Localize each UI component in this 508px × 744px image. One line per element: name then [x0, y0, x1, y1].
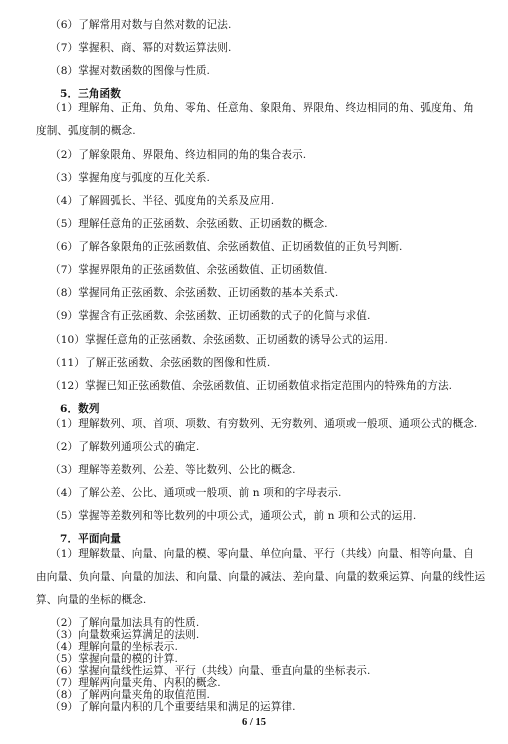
- text-line: （4）了解圆弧长、半径、弧度角的关系及应用.: [50, 195, 275, 207]
- text-line: （8）掌握同角正弦函数、余弦函数、正切函数的基本关系式.: [50, 287, 339, 299]
- page-number: 6 / 15: [242, 717, 266, 728]
- text-line: （5）掌握等差数列和等比数列的中项公式，通项公式，前 n 项和公式的运用.: [50, 510, 417, 522]
- text-line: （4）了解公差、公比、通项或一般项、前 n 项和的字母表示.: [50, 487, 342, 499]
- text-line: （3）向量数乘运算满足的法则.: [50, 629, 200, 641]
- text-line: （7）理解两向量夹角、内积的概念.: [50, 677, 221, 689]
- text-line: （2）了解数列通项公式的确定.: [50, 441, 200, 453]
- text-line: 度制、弧度制的概念.: [36, 125, 136, 137]
- text-line: （2）了解象限角、界限角、终边相同的角的集合表示.: [50, 149, 307, 161]
- text-line: （8）了解两向量夹角的取值范围.: [50, 689, 211, 701]
- text-line: （9）了解向量内积的几个重要结果和满足的运算律.: [50, 701, 296, 713]
- text-line: （12）掌握已知正弦函数值、余弦函数值、正切函数值求指定范围内的特殊角的方法.: [50, 380, 453, 392]
- section-heading: 7．平面向量: [60, 533, 121, 545]
- text-line: （7）掌握积、商、幂的对数运算法则.: [50, 42, 232, 54]
- text-line: （6）了解各象限角的正弦函数值、余弦函数值、正切函数值的正负号判断.: [50, 241, 403, 253]
- text-line: 算、向量的坐标的概念.: [36, 594, 147, 606]
- text-line: （11）了解正弦函数、余弦函数的图像和性质.: [50, 357, 271, 369]
- section-heading: 6．数列: [60, 403, 100, 415]
- text-line: （5）理解任意角的正弦函数、余弦函数、正切函数的概念.: [50, 218, 328, 230]
- text-line: 由向量、负向量、向量的加法、和向量、向量的减法、差向量、向量的数乘运算、向量的线性运: [36, 571, 486, 583]
- text-line: （8）掌握对数函数的图像与性质.: [50, 65, 211, 77]
- text-line: （10）掌握任意角的正弦函数、余弦函数、正切函数的诱导公式的运用.: [50, 334, 388, 346]
- text-line: （5）掌握向量的模的计算.: [50, 653, 178, 665]
- text-line: （3）理解等差数列、公差、等比数列、公比的概念.: [50, 464, 296, 476]
- text-line: （1）理解数列、项、首项、项数、有穷数列、无穷数列、通项或一般项、通项公式的概念.: [50, 418, 478, 430]
- text-line: （1）理解数量、向量、向量的模、零向量、单位向量、平行（共线）向量、相等向量、自: [50, 548, 474, 560]
- text-line: （9）掌握含有正弦函数、余弦函数、正切函数的式子的化简与求值.: [50, 310, 371, 322]
- section-heading: 5．三角函数: [60, 88, 121, 100]
- text-line: （6）掌握向量线性运算、平行（共线）向量、垂直向量的坐标表示.: [50, 665, 371, 677]
- text-line: （6）了解常用对数与自然对数的记法.: [50, 19, 232, 31]
- text-line: （1）理解角、正角、负角、零角、任意角、象限角、界限角、终边相同的角、弧度角、角: [50, 102, 474, 114]
- text-line: （7）掌握界限角的正弦函数值、余弦函数值、正切函数值.: [50, 264, 328, 276]
- text-line: （4）理解向量的坐标表示.: [50, 641, 178, 653]
- text-line: （3）掌握角度与弧度的互化关系.: [50, 172, 211, 184]
- text-line: （2）了解向量加法具有的性质.: [50, 617, 200, 629]
